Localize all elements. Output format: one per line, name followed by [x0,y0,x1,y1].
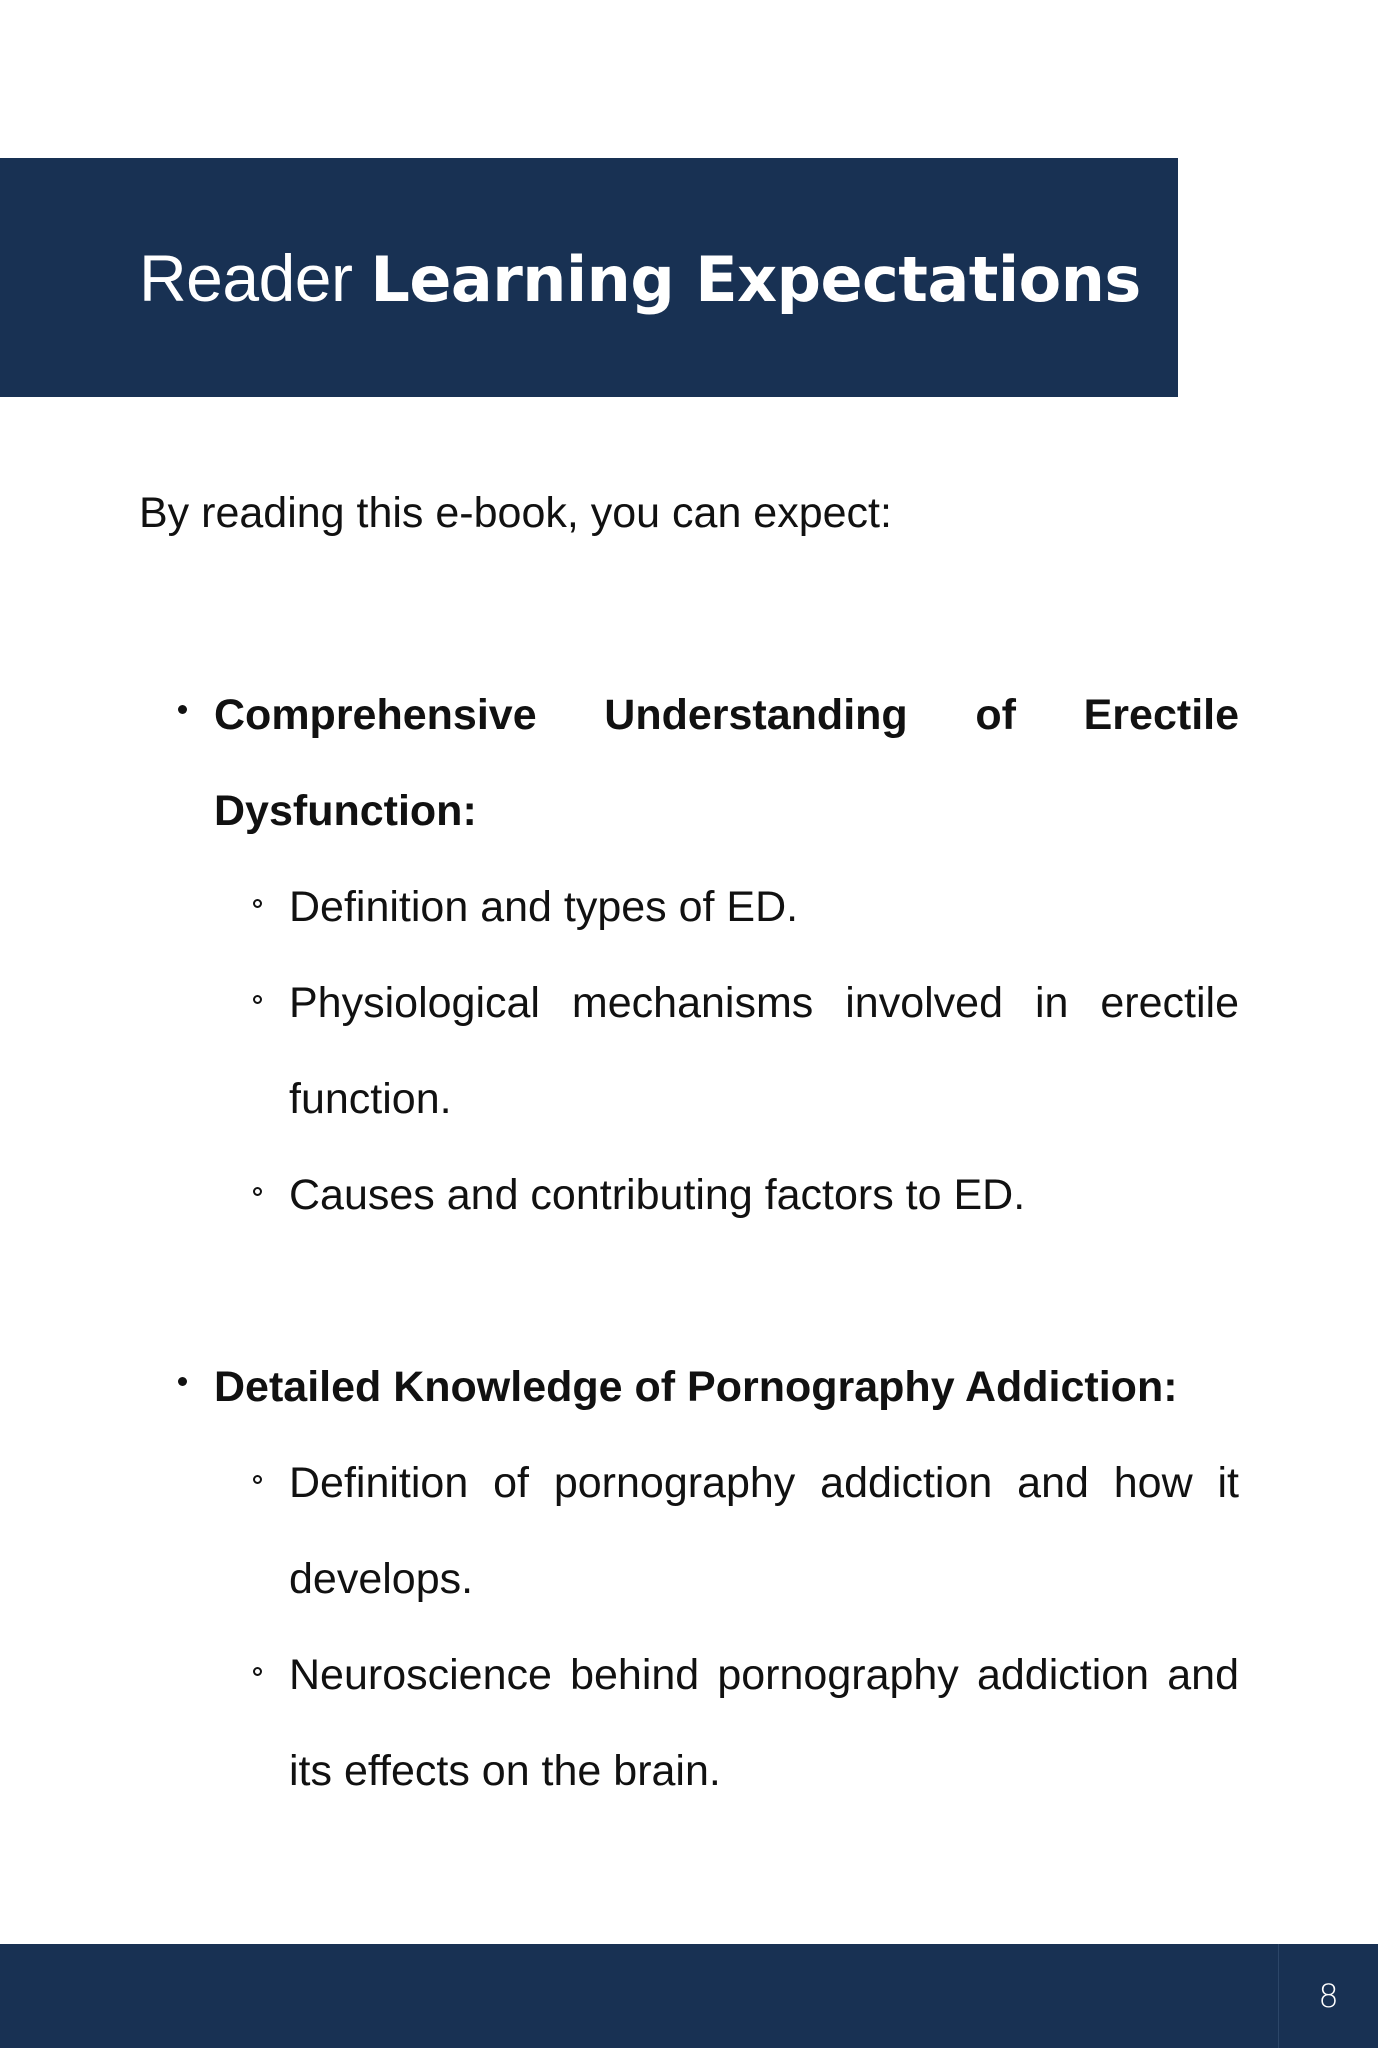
circle-bullet-icon [253,1187,262,1196]
circle-bullet-icon [253,995,262,1004]
list-item [214,1435,1239,1627]
list-item [214,1147,1239,1243]
expectations-list [139,667,1239,1819]
section-heading: Comprehensive Understanding of Erectile Dysfunction: [214,691,1239,835]
circle-bullet-icon [253,1667,262,1676]
section-pornography-addiction [139,1339,1239,1819]
section-ed [139,667,1239,1243]
sub-list [214,1435,1239,1819]
list-item [214,1627,1239,1819]
bullet-icon [178,1377,187,1386]
circle-bullet-icon [253,899,262,908]
list-item-text: Physiological mechanisms involved in erectile function. [289,979,1239,1123]
list-item [214,859,1239,955]
page-title [139,240,1141,316]
page-title-bold: Learning Expectations [370,242,1141,316]
page-number: 8 [1318,1977,1339,2015]
list-item-text: Causes and contributing factors to ED. [289,1171,1026,1219]
circle-bullet-icon [253,1475,262,1484]
list-item-text: Neuroscience behind pornography addiction and its effects on the brain. [289,1651,1239,1795]
list-item [214,955,1239,1147]
bullet-icon [178,705,187,714]
intro-text: By reading this e-book, you can expect: [139,489,892,537]
page-title-light: Reader [139,240,371,315]
footer-bar [0,1944,1378,2048]
section-heading: Detailed Knowledge of Pornography Addiction: [214,1363,1178,1411]
list-item-text: Definition and types of ED. [289,883,799,931]
list-item-text: Definition of pornography addiction and how it develops. [289,1459,1239,1603]
sub-list [214,859,1239,1243]
title-banner [0,158,1178,397]
